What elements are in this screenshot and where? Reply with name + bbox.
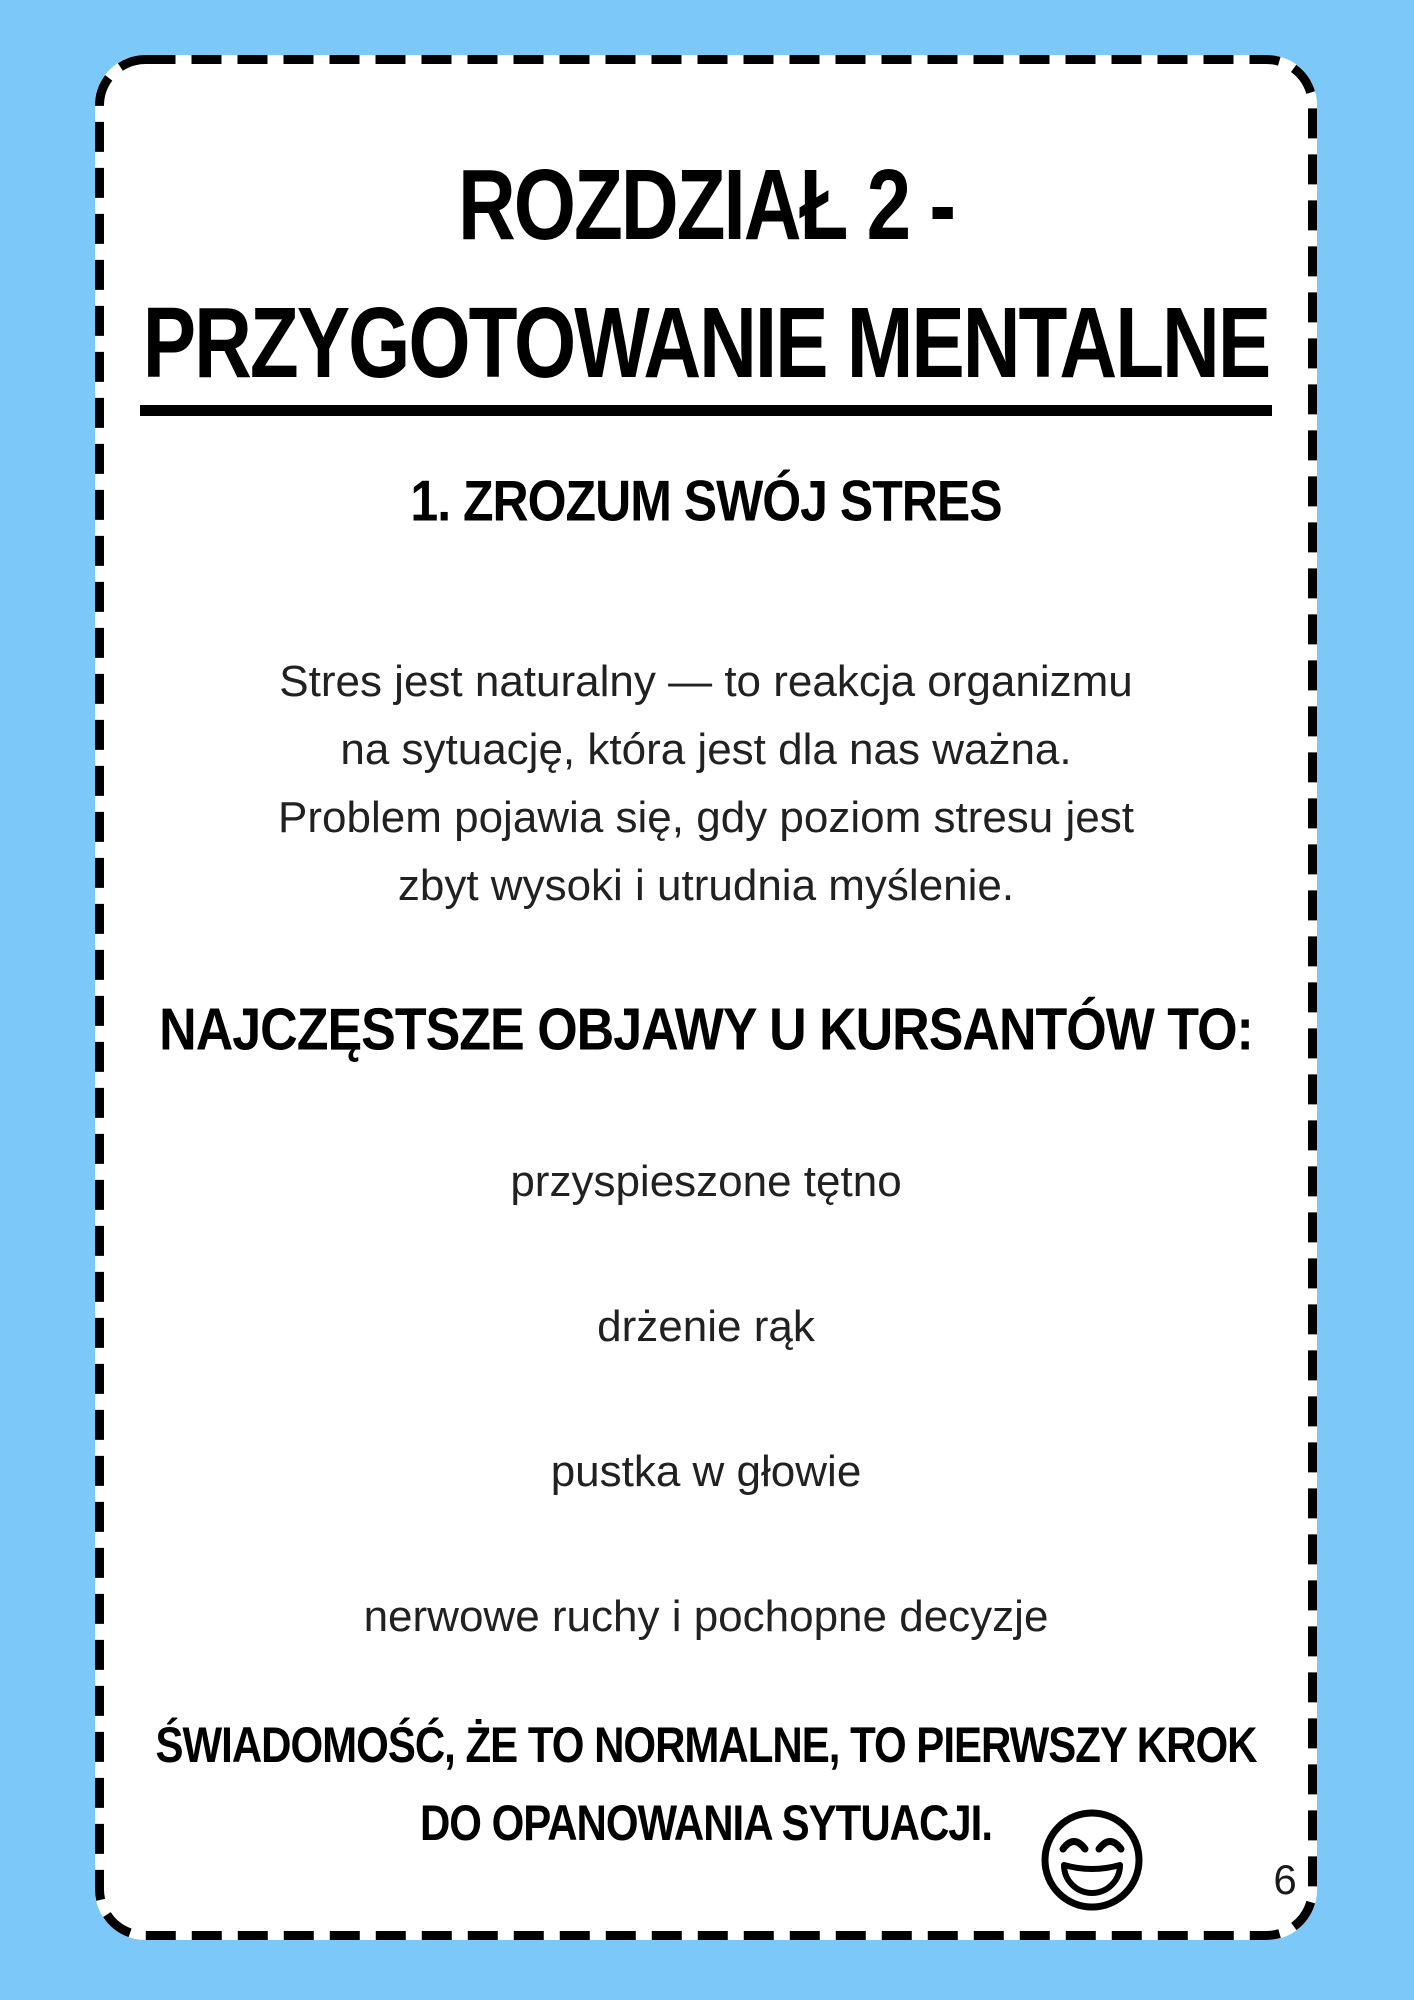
section1-heading: 1. ZROZUM SWÓJ STRES [410, 468, 1002, 534]
intro-paragraph [95, 648, 1317, 920]
chapter-title-line2: PRZYGOTOWANIE MENTALNE [142, 286, 1270, 398]
symptom-item: przyspieszone tętno [510, 1157, 902, 1206]
symptoms-list [95, 1148, 1317, 1728]
title-underline [140, 405, 1272, 416]
laughing-face-icon [1037, 1805, 1147, 1915]
paragraph-line-2: na sytuację, która jest dla nas ważna. [340, 725, 1072, 774]
footer-note-line1: ŚWIADOMOŚĆ, ŻE TO NORMALNE, TO PIERWSZY KROK [155, 1716, 1257, 1773]
symptom-item: nerwowe ruchy i pochopne decyzje [363, 1592, 1049, 1641]
symptoms-heading: NAJCZĘSTSZE OBJAWY U KURSANTÓW TO: [159, 996, 1253, 1064]
paragraph-line-4: zbyt wysoki i utrudnia myślenie. [397, 861, 1015, 910]
paragraph-line-3: Problem pojawia się, gdy poziom stresu jest [278, 793, 1134, 842]
chapter-title-line1: ROZDZIAŁ 2 - [458, 148, 954, 260]
symptom-item: pustka w głowie [550, 1447, 862, 1496]
symptom-item: drżenie rąk [597, 1302, 815, 1351]
paragraph-line-1: Stres jest naturalny — to reakcja organizmu [279, 657, 1133, 706]
page-number: 6 [1273, 1856, 1297, 1903]
footer-note-line2: DO OPANOWANIA SYTUACJI. [419, 1794, 993, 1851]
worksheet-card [95, 55, 1317, 1940]
